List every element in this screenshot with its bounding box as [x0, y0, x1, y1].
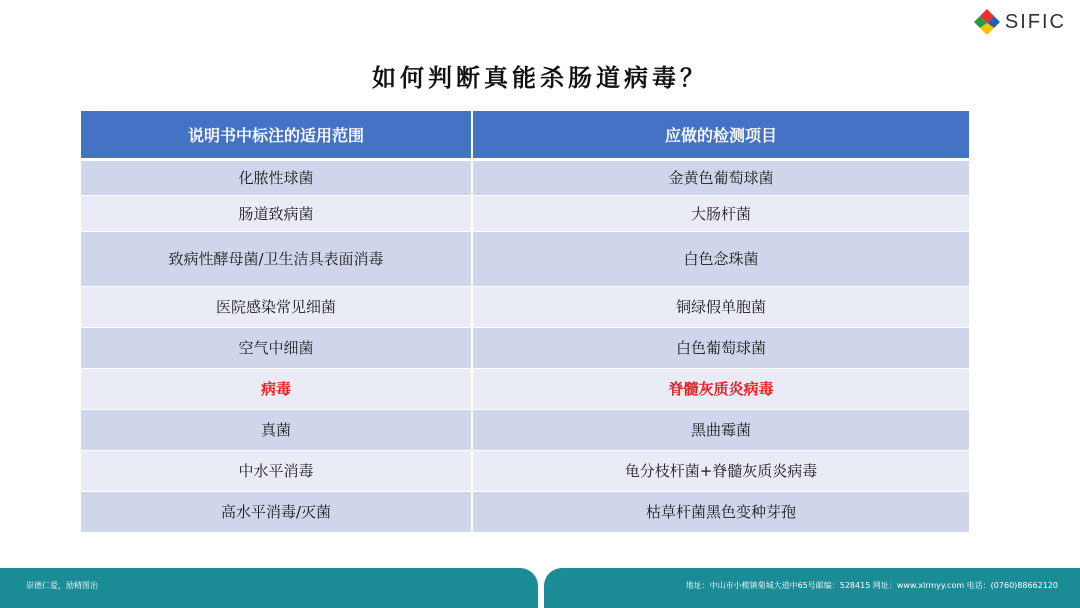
scope-cell: 化脓性球菌 [81, 159, 472, 195]
test-cell: 大肠杆菌 [472, 195, 969, 231]
test-cell: 铜绿假单胞菌 [472, 286, 969, 327]
test-cell: 白色念珠菌 [472, 231, 969, 286]
test-cell: 金黄色葡萄球菌 [472, 159, 969, 195]
footer-right-banner [544, 568, 1080, 608]
table-row [81, 409, 969, 450]
scope-cell: 致病性酵母菌/卫生洁具表面消毒 [81, 231, 472, 286]
table-row [81, 327, 969, 368]
logo-text: SIFIC [1004, 10, 1066, 33]
sific-logo-icon [973, 8, 1001, 36]
test-cell: 白色葡萄球菌 [472, 327, 969, 368]
scope-cell: 空气中细菌 [81, 327, 472, 368]
column-header-test: 应做的检测项目 [472, 111, 969, 159]
scope-cell: 真菌 [81, 409, 472, 450]
table-row [81, 286, 969, 327]
test-cell: 黑曲霉菌 [472, 409, 969, 450]
table-row [81, 231, 969, 286]
scope-cell: 中水平消毒 [81, 450, 472, 491]
footer-contact: 地址：中山市小榄镇菊城大道中65号邮编：528415 网址：www.xlrmyy.com 电话：(0760)88662120 [685, 581, 1058, 590]
scope-cell-highlighted: 病毒 [81, 368, 472, 409]
table-row [81, 491, 969, 532]
sific-logo [973, 8, 1066, 36]
scope-cell: 肠道致病菌 [81, 195, 472, 231]
table-header-row [81, 111, 969, 159]
scope-cell: 医院感染常见细菌 [81, 286, 472, 327]
scope-cell: 高水平消毒/灭菌 [81, 491, 472, 532]
test-cell: 枯草杆菌黑色变种芽孢 [472, 491, 969, 532]
test-cell: 龟分枝杆菌+脊髓灰质炎病毒 [472, 450, 969, 491]
footer-motto: 崇德仁爱，励精图治 [26, 581, 98, 590]
table-row [81, 195, 969, 231]
footer-left-banner [0, 568, 538, 608]
table-row [81, 450, 969, 491]
disinfection-table [81, 111, 969, 532]
page-title: 如何判断真能杀肠道病毒？ [372, 64, 708, 92]
table-row-highlighted [81, 368, 969, 409]
column-header-scope: 说明书中标注的适用范围 [81, 111, 472, 159]
table-row [81, 159, 969, 195]
test-cell-highlighted: 脊髓灰质炎病毒 [472, 368, 969, 409]
